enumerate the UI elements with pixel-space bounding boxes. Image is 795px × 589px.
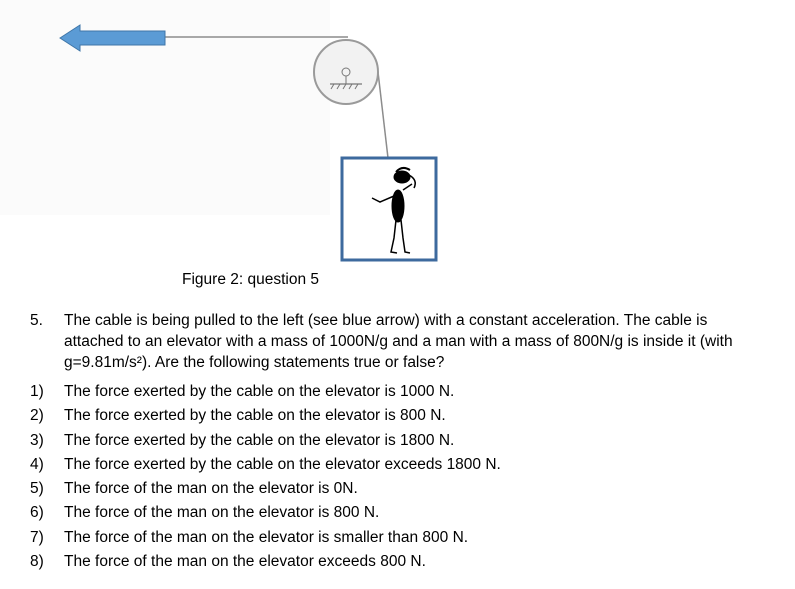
statement-number: 7) bbox=[30, 528, 44, 546]
cable-vertical bbox=[378, 72, 388, 158]
statement-text: The force of the man on the elevator exceeds 800 N. bbox=[64, 553, 426, 571]
statement-item bbox=[30, 429, 501, 453]
statement-text: The force exerted by the cable on the elevator exceeds 1800 N. bbox=[64, 455, 501, 473]
statement-number: 8) bbox=[30, 553, 44, 571]
figure-caption: Figure 2: question 5 bbox=[182, 271, 320, 288]
statement-item bbox=[30, 453, 501, 477]
statement-item bbox=[30, 550, 501, 574]
statement-text: The force exerted by the cable on the elevator is 800 N. bbox=[64, 407, 446, 425]
statement-item bbox=[30, 526, 501, 550]
elevator-box bbox=[342, 158, 436, 260]
statement-number: 3) bbox=[30, 431, 44, 449]
statement-number: 4) bbox=[30, 455, 44, 473]
question-text: The cable is being pulled to the left (see blue arrow) with a constant acceleration. The cable is attached to an elevator with a mass of 1000N/g and a man with a mass of 800N/g is inside it (with g=9.81m/s²). Are the following statements true or false? bbox=[64, 312, 733, 371]
statement-text: The force of the man on the elevator is 800 N. bbox=[64, 504, 380, 522]
statement-number: 1) bbox=[30, 383, 44, 400]
question-block bbox=[30, 310, 765, 373]
statement-number: 2) bbox=[30, 407, 44, 425]
statement-text: The force exerted by the cable on the elevator is 1000 N. bbox=[64, 383, 455, 400]
statement-item bbox=[30, 380, 501, 404]
question-number: 5. bbox=[30, 312, 43, 329]
statement-text: The force of the man on the elevator is 0N. bbox=[64, 480, 358, 498]
statement-number: 5) bbox=[30, 480, 44, 498]
statement-text: The force exerted by the cable on the elevator is 1800 N. bbox=[64, 431, 455, 449]
statement-item bbox=[30, 404, 501, 428]
statement-item bbox=[30, 501, 501, 525]
pulley bbox=[314, 40, 378, 104]
statement-text: The force of the man on the elevator is smaller than 800 N. bbox=[64, 528, 469, 546]
statement-number: 6) bbox=[30, 504, 44, 522]
statement-list bbox=[30, 380, 501, 574]
statement-item bbox=[30, 477, 501, 501]
pulley-figure bbox=[0, 0, 795, 265]
